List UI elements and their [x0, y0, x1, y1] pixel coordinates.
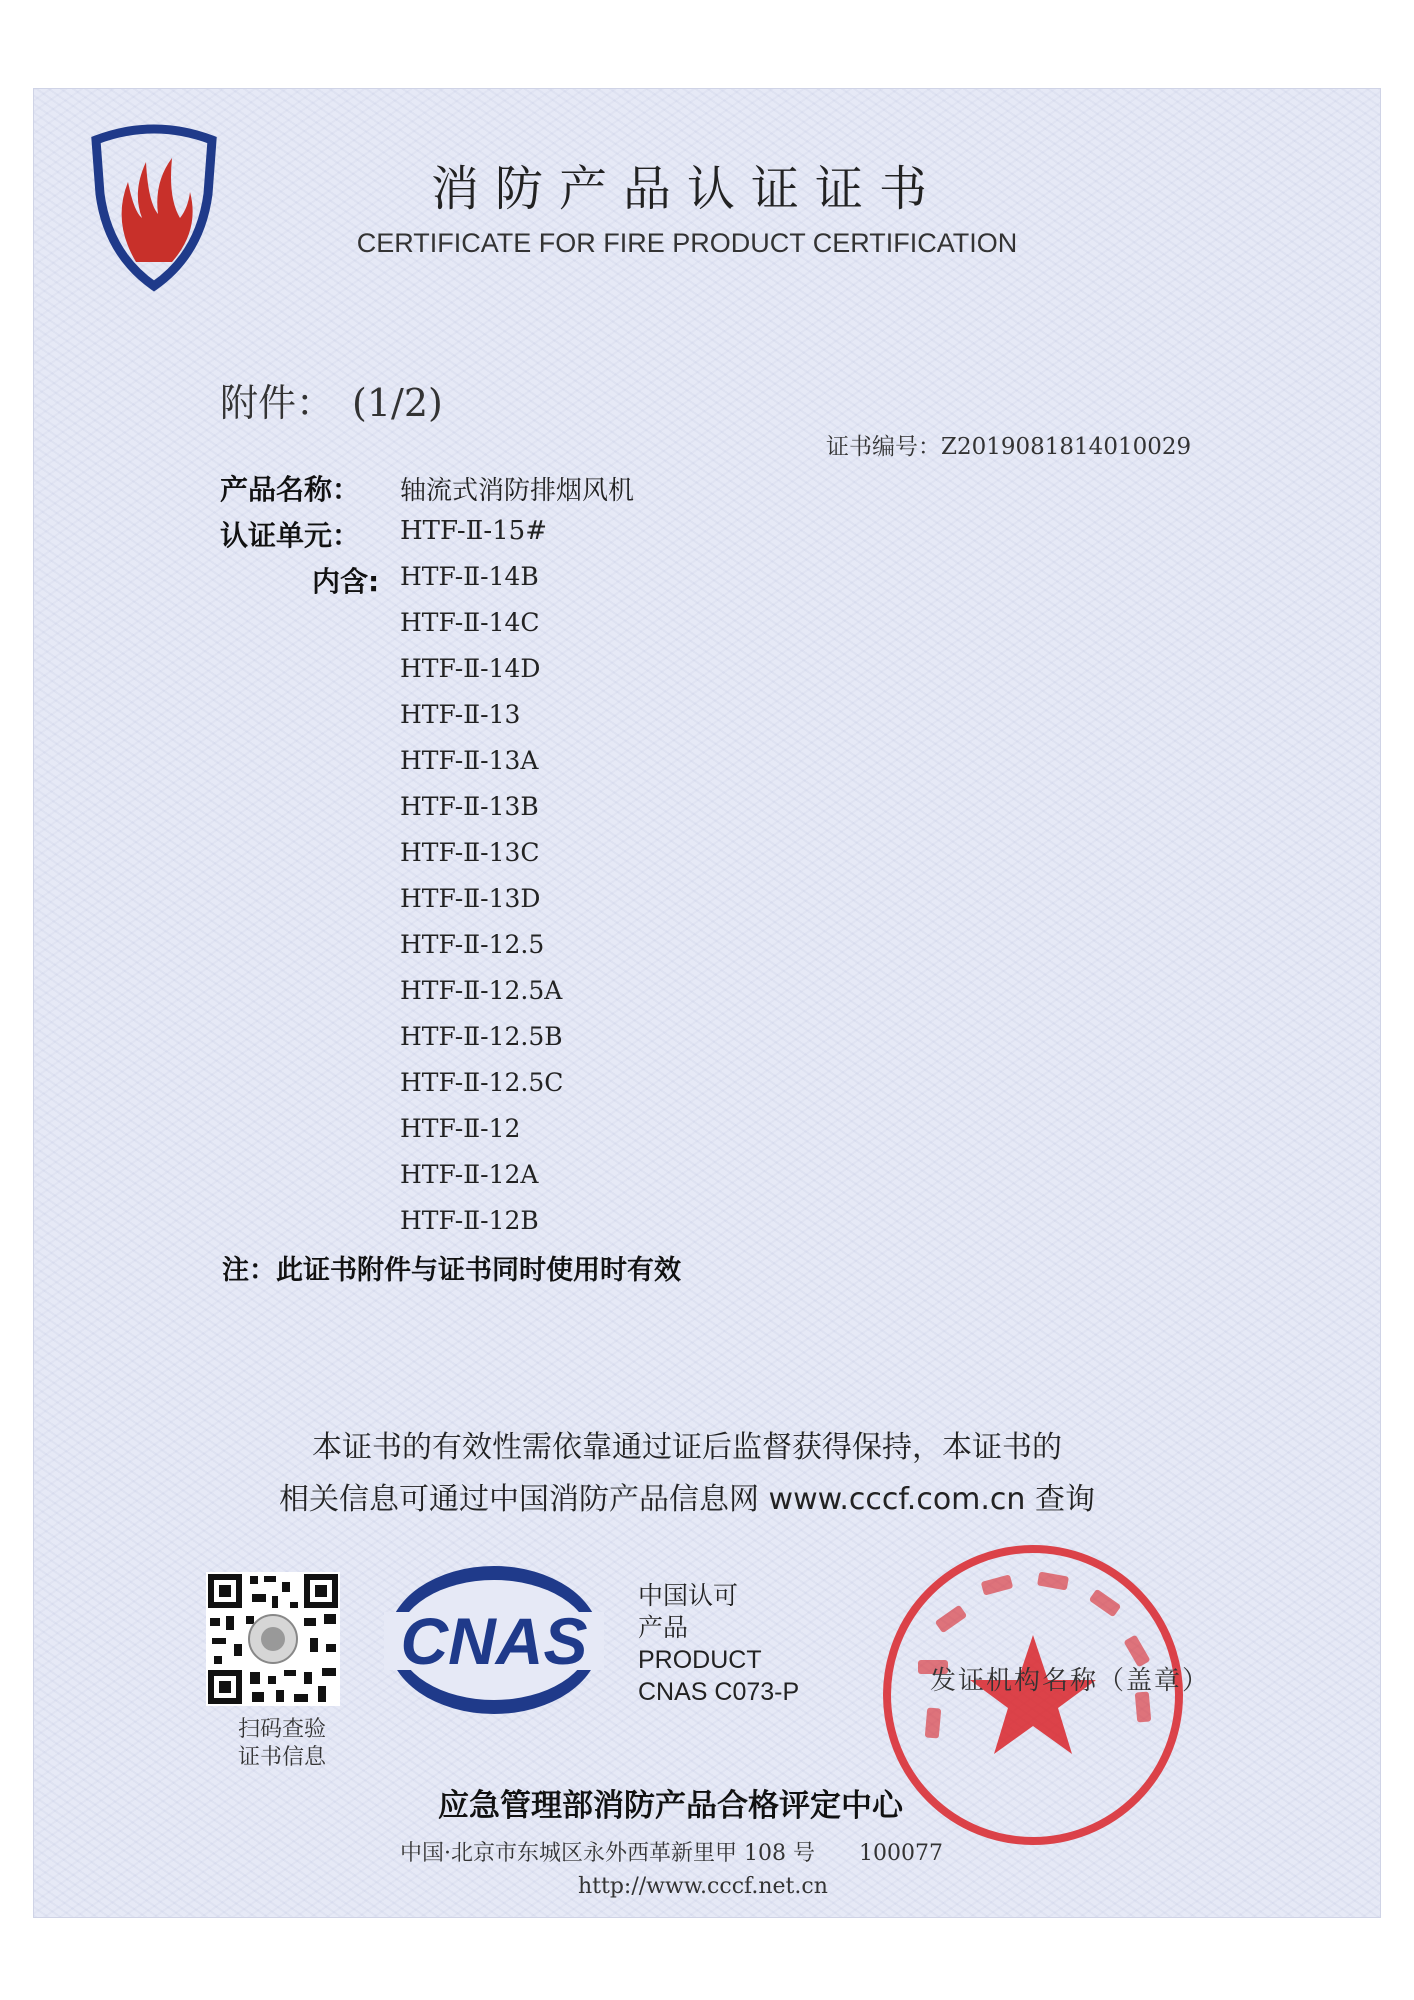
model-item: HTF-Ⅱ-14C: [400, 608, 540, 637]
issuing-center-name: 应急管理部消防产品合格评定中心: [438, 1788, 903, 1824]
attachment-page: (1/2): [352, 381, 443, 425]
cnas-caption-line-3: PRODUCT: [638, 1646, 762, 1674]
certificate-title-en: CERTIFICATE FOR FIRE PRODUCT CERTIFICATION: [356, 228, 1018, 258]
cnas-logo-text: CNAS: [400, 1604, 588, 1678]
issuing-center-address: 中国·北京市东城区永外西革新里甲 108 号 100077: [400, 1841, 943, 1866]
unit-value: HTF-Ⅱ-15#: [400, 516, 547, 546]
product-name-label: 产品名称：: [220, 473, 361, 506]
cnas-caption: [638, 1580, 799, 1708]
qr-caption-line-1: 扫码查验: [237, 1717, 326, 1742]
model-item: HTF-Ⅱ-14D: [400, 654, 541, 683]
model-item: HTF-Ⅱ-12.5B: [400, 1022, 563, 1051]
qr-code-icon: [206, 1572, 340, 1706]
product-name-value: 轴流式消防排烟风机: [400, 476, 635, 506]
model-item: HTF-Ⅱ-13C: [400, 838, 540, 867]
cnas-caption-line-2: 产品: [638, 1614, 689, 1642]
contains-label: 内含:: [312, 565, 380, 598]
model-item: HTF-Ⅱ-14B: [400, 562, 539, 591]
model-item: HTF-Ⅱ-12: [400, 1114, 521, 1143]
model-item: HTF-Ⅱ-12.5: [400, 930, 545, 959]
cnas-logo-icon: [384, 1560, 604, 1720]
validity-line-2: 相关信息可通过中国消防产品信息网 www.cccf.com.cn 查询: [279, 1482, 1095, 1517]
model-item: HTF-Ⅱ-13A: [400, 746, 539, 775]
certificate-title-cn: 消防产品认证证书: [430, 161, 943, 217]
model-item: HTF-Ⅱ-13B: [400, 792, 539, 821]
issuing-center-url[interactable]: http://www.cccf.net.cn: [578, 1874, 828, 1899]
attachment-note: 注：此证书附件与证书同时使用时有效: [222, 1255, 681, 1286]
model-item: HTF-Ⅱ-12.5A: [400, 976, 563, 1005]
model-item: HTF-Ⅱ-12B: [400, 1206, 539, 1235]
model-item: HTF-Ⅱ-13: [400, 700, 521, 729]
unit-label: 认证单元：: [220, 519, 361, 552]
issuer-label: 发证机构名称（盖章）: [930, 1666, 1211, 1696]
model-item: HTF-Ⅱ-12.5C: [400, 1068, 564, 1097]
qr-caption-line-2: 证书信息: [237, 1745, 326, 1770]
model-item: HTF-Ⅱ-13D: [400, 884, 541, 913]
attachment-label-text: 附件：: [220, 381, 335, 425]
certificate-number: 证书编号：Z2019081814010029: [826, 434, 1192, 460]
attachment-label: [220, 372, 443, 427]
model-item: HTF-Ⅱ-12A: [400, 1160, 539, 1189]
cnas-caption-line-4: CNAS C073-P: [638, 1678, 800, 1706]
validity-line-1: 本证书的有效性需依靠通过证后监督获得保持，本证书的: [312, 1430, 1062, 1465]
cnas-caption-line-1: 中国认可: [638, 1582, 739, 1610]
qr-caption: [222, 1716, 342, 1772]
